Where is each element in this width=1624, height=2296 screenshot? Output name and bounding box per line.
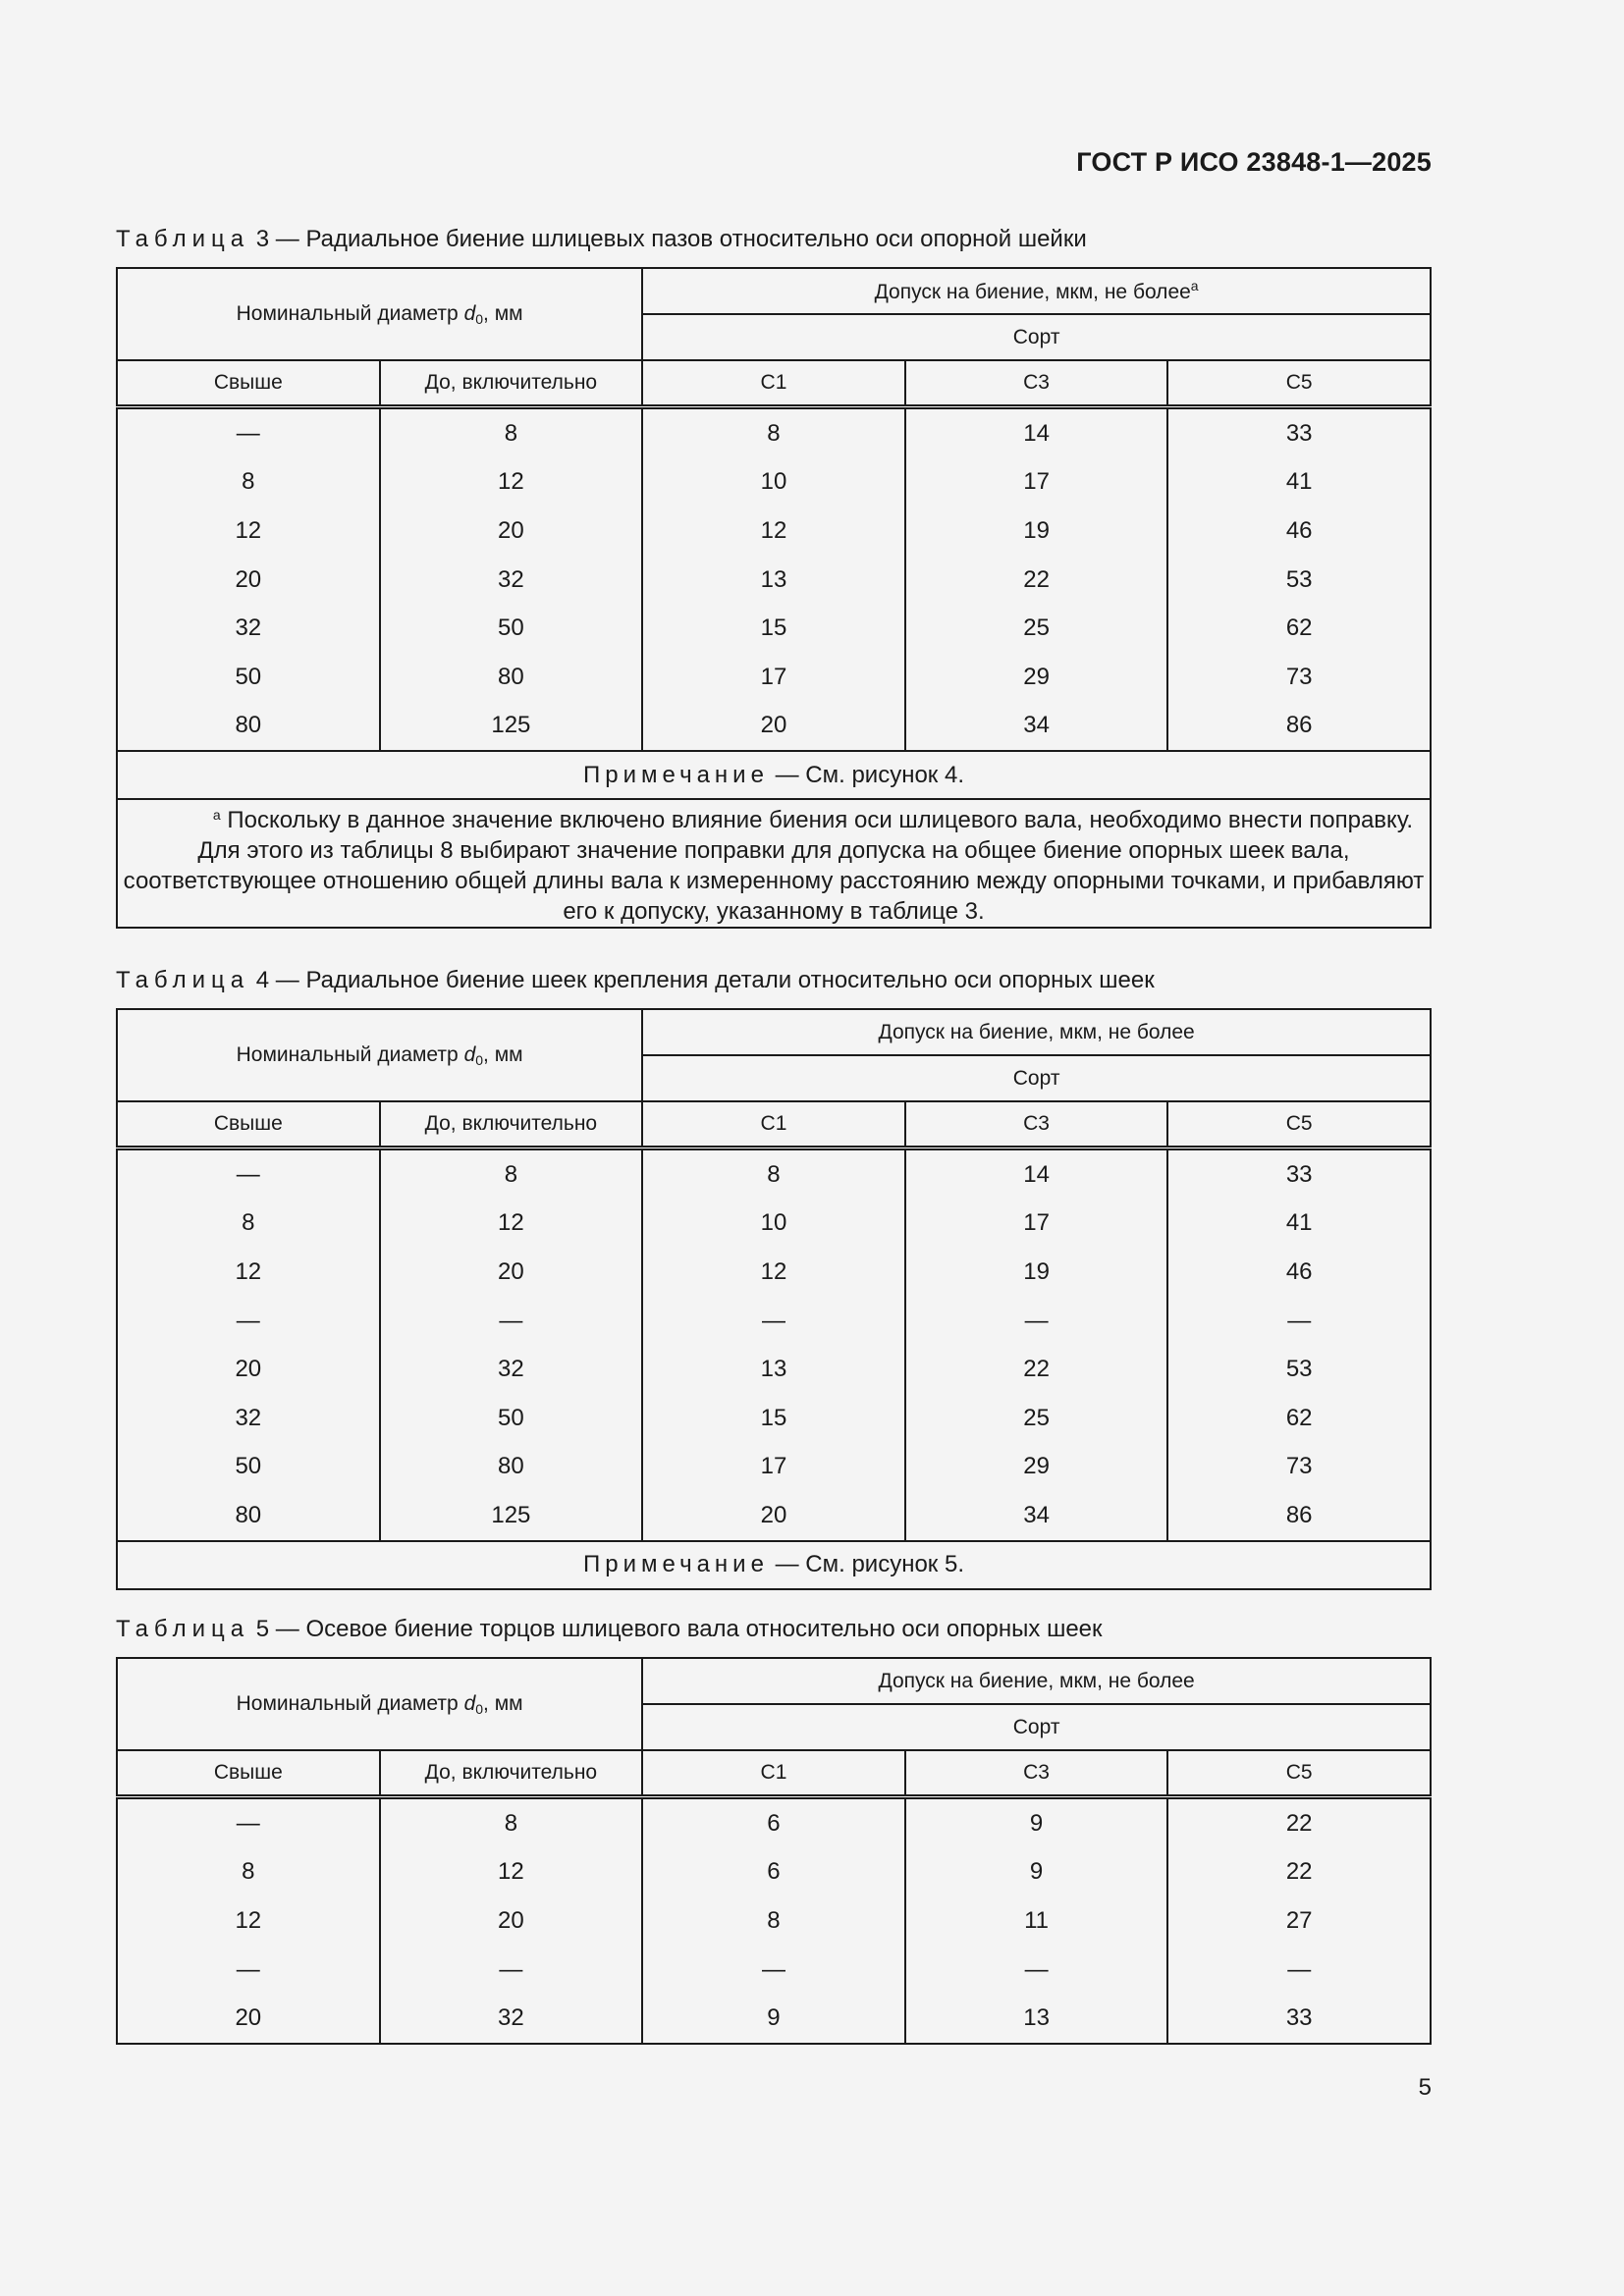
table-row: [117, 1200, 1431, 1249]
col-c3: C3: [905, 360, 1168, 407]
table-cell: 12: [642, 507, 905, 556]
table-cell: 33: [1167, 1994, 1431, 2044]
table3: [116, 267, 1432, 929]
col-c1: C1: [642, 1101, 905, 1148]
sort-header: Сорт: [642, 1704, 1431, 1750]
table-cell: —: [1167, 1297, 1431, 1346]
table-cell: 46: [1167, 1248, 1431, 1297]
table-cell: 22: [905, 556, 1168, 605]
sort-header: Сорт: [642, 314, 1431, 360]
table4-caption: Таблица 4 — Радиальное биение шеек крепления детали относительно оси опорных шеек: [116, 967, 1155, 993]
table-cell: 32: [117, 1394, 380, 1443]
table-cell: 33: [1167, 407, 1431, 458]
table5-caption: Таблица 5 — Осевое биение торцов шлицевого вала относительно оси опорных шеек: [116, 1616, 1103, 1642]
col-up-to: До, включительно: [380, 1101, 643, 1148]
tolerance-header: Допуск на биение, мкм, не более: [642, 1658, 1431, 1704]
table5: [116, 1657, 1432, 2045]
table-cell: 14: [905, 1148, 1168, 1200]
table-row: [117, 1946, 1431, 1995]
table-cell: 80: [380, 1443, 643, 1492]
column-headers: [117, 1101, 1431, 1148]
table-row: [117, 653, 1431, 702]
table-cell: 62: [1167, 1394, 1431, 1443]
table-cell: 20: [117, 1345, 380, 1394]
table-cell: 27: [1167, 1896, 1431, 1946]
document-id: ГОСТ Р ИСО 23848-1—2025: [1076, 147, 1432, 177]
table-cell: 6: [642, 1848, 905, 1897]
table-cell: 8: [380, 407, 643, 458]
table-cell: 80: [380, 653, 643, 702]
table-cell: 50: [117, 653, 380, 702]
col-over: Свыше: [117, 360, 380, 407]
col-over: Свыше: [117, 1101, 380, 1148]
table-cell: 8: [642, 1896, 905, 1946]
col-c5: C5: [1167, 360, 1431, 407]
table-cell: 8: [642, 407, 905, 458]
table-cell: 41: [1167, 458, 1431, 507]
table-cell: 13: [905, 1994, 1168, 2044]
table-cell: 22: [1167, 1848, 1431, 1897]
table-cell: 62: [1167, 604, 1431, 653]
table-cell: 17: [642, 653, 905, 702]
table-cell: 12: [117, 1248, 380, 1297]
table-cell: 9: [905, 1797, 1168, 1848]
table-cell: 6: [642, 1797, 905, 1848]
table-cell: 20: [117, 556, 380, 605]
col-c1: C1: [642, 1750, 905, 1797]
table-cell: 17: [642, 1443, 905, 1492]
table-cell: 15: [642, 604, 905, 653]
table-cell: 80: [117, 702, 380, 752]
table-cell: 34: [905, 702, 1168, 752]
table-cell: 12: [117, 1896, 380, 1946]
table-cell: —: [117, 1297, 380, 1346]
table-row: [117, 1148, 1431, 1200]
table4-note: Примечание — См. рисунок 5.: [117, 1541, 1431, 1589]
table-cell: —: [117, 407, 380, 458]
table-row: [117, 1443, 1431, 1492]
table-cell: 20: [642, 1491, 905, 1541]
table-cell: —: [642, 1946, 905, 1995]
table-row: [117, 1491, 1431, 1541]
table-cell: 33: [1167, 1148, 1431, 1200]
table-cell: —: [642, 1297, 905, 1346]
table-cell: 32: [117, 604, 380, 653]
table-cell: 8: [380, 1797, 643, 1848]
table-cell: 41: [1167, 1200, 1431, 1249]
table-cell: 13: [642, 556, 905, 605]
table-cell: 73: [1167, 653, 1431, 702]
col-c1: C1: [642, 360, 905, 407]
table-cell: —: [117, 1797, 380, 1848]
table-row: [117, 1848, 1431, 1897]
table-cell: 12: [642, 1248, 905, 1297]
nominal-diameter-header: Номинальный диаметр $d_0$, мм: [117, 1658, 642, 1750]
table-cell: 50: [117, 1443, 380, 1492]
table-cell: 50: [380, 1394, 643, 1443]
table-cell: 9: [642, 1994, 905, 2044]
table3-footnote: $^a$ Поскольку в данное значение включено влияние биения оси шлицевого вала, необходимо внести поправку. Для этого из таблицы 8 выбирают значение поправки для допуска на общее биение опорных шеек вала, соответствующее отношению общей длины вала к измеренному расстоянию между опорными точками, и прибавляют его к допуску, указанному в таблице 3.: [117, 799, 1431, 928]
page-number: 5: [1418, 2074, 1432, 2101]
nominal-diameter-header: Номинальный диаметр $d_0$, мм: [117, 268, 642, 360]
column-headers: [117, 1750, 1431, 1797]
table-cell: 11: [905, 1896, 1168, 1946]
table-cell: 15: [642, 1394, 905, 1443]
table-cell: 10: [642, 1200, 905, 1249]
table-cell: 86: [1167, 1491, 1431, 1541]
col-up-to: До, включительно: [380, 360, 643, 407]
table-cell: 8: [642, 1148, 905, 1200]
table-cell: 8: [117, 1200, 380, 1249]
table-cell: 20: [380, 1896, 643, 1946]
table-cell: 8: [117, 1848, 380, 1897]
col-c3: C3: [905, 1750, 1168, 1797]
table-cell: 8: [380, 1148, 643, 1200]
table-cell: 14: [905, 407, 1168, 458]
col-c5: C5: [1167, 1101, 1431, 1148]
table-cell: 73: [1167, 1443, 1431, 1492]
table-cell: 125: [380, 1491, 643, 1541]
table-cell: 20: [117, 1994, 380, 2044]
table-cell: —: [117, 1148, 380, 1200]
table-cell: 125: [380, 702, 643, 752]
table-cell: 13: [642, 1345, 905, 1394]
table-cell: 19: [905, 1248, 1168, 1297]
col-c3: C3: [905, 1101, 1168, 1148]
table-cell: 50: [380, 604, 643, 653]
table-row: [117, 1345, 1431, 1394]
table-cell: 17: [905, 1200, 1168, 1249]
table-cell: 86: [1167, 702, 1431, 752]
table-cell: 9: [905, 1848, 1168, 1897]
table-row: [117, 1896, 1431, 1946]
table-cell: —: [380, 1946, 643, 1995]
table4: [116, 1008, 1432, 1590]
table-row: [117, 556, 1431, 605]
table-cell: 8: [117, 458, 380, 507]
tolerance-header: Допуск на биение, мкм, не более: [642, 1009, 1431, 1055]
column-headers: [117, 360, 1431, 407]
table-cell: 32: [380, 556, 643, 605]
table-cell: —: [905, 1297, 1168, 1346]
col-up-to: До, включительно: [380, 1750, 643, 1797]
table-row: [117, 458, 1431, 507]
table-cell: 22: [905, 1345, 1168, 1394]
table-cell: 12: [380, 1848, 643, 1897]
table-cell: —: [1167, 1946, 1431, 1995]
table-cell: 53: [1167, 1345, 1431, 1394]
table-cell: 29: [905, 653, 1168, 702]
table-cell: —: [380, 1297, 643, 1346]
table-cell: 34: [905, 1491, 1168, 1541]
col-c5: C5: [1167, 1750, 1431, 1797]
table-cell: 17: [905, 458, 1168, 507]
table-row: [117, 407, 1431, 458]
table-cell: 12: [117, 507, 380, 556]
table-cell: 20: [380, 507, 643, 556]
table-cell: 22: [1167, 1797, 1431, 1848]
table-cell: 29: [905, 1443, 1168, 1492]
table-cell: 12: [380, 458, 643, 507]
table-row: [117, 1297, 1431, 1346]
table-cell: 10: [642, 458, 905, 507]
table-cell: 25: [905, 604, 1168, 653]
table-row: [117, 604, 1431, 653]
table-cell: 80: [117, 1491, 380, 1541]
table3-caption: Таблица 3 — Радиальное биение шлицевых пазов относительно оси опорной шейки: [116, 226, 1087, 252]
table-cell: —: [117, 1946, 380, 1995]
table-cell: 20: [642, 702, 905, 752]
table3-note: Примечание — См. рисунок 4.: [117, 751, 1431, 799]
table-row: [117, 702, 1431, 752]
nominal-diameter-header: Номинальный диаметр $d_0$, мм: [117, 1009, 642, 1101]
table-row: [117, 1994, 1431, 2044]
table-cell: 32: [380, 1994, 643, 2044]
table-row: [117, 1394, 1431, 1443]
table-cell: 32: [380, 1345, 643, 1394]
table-cell: —: [905, 1946, 1168, 1995]
table-row: [117, 507, 1431, 556]
sort-header: Сорт: [642, 1055, 1431, 1101]
table-row: [117, 1248, 1431, 1297]
table-row: [117, 1797, 1431, 1848]
table-cell: 46: [1167, 507, 1431, 556]
table-cell: 20: [380, 1248, 643, 1297]
table-cell: 25: [905, 1394, 1168, 1443]
table-cell: 12: [380, 1200, 643, 1249]
tolerance-header: Допуск на биение, мкм, не более$^a$: [642, 268, 1431, 314]
table-cell: 19: [905, 507, 1168, 556]
table-cell: 53: [1167, 556, 1431, 605]
col-over: Свыше: [117, 1750, 380, 1797]
